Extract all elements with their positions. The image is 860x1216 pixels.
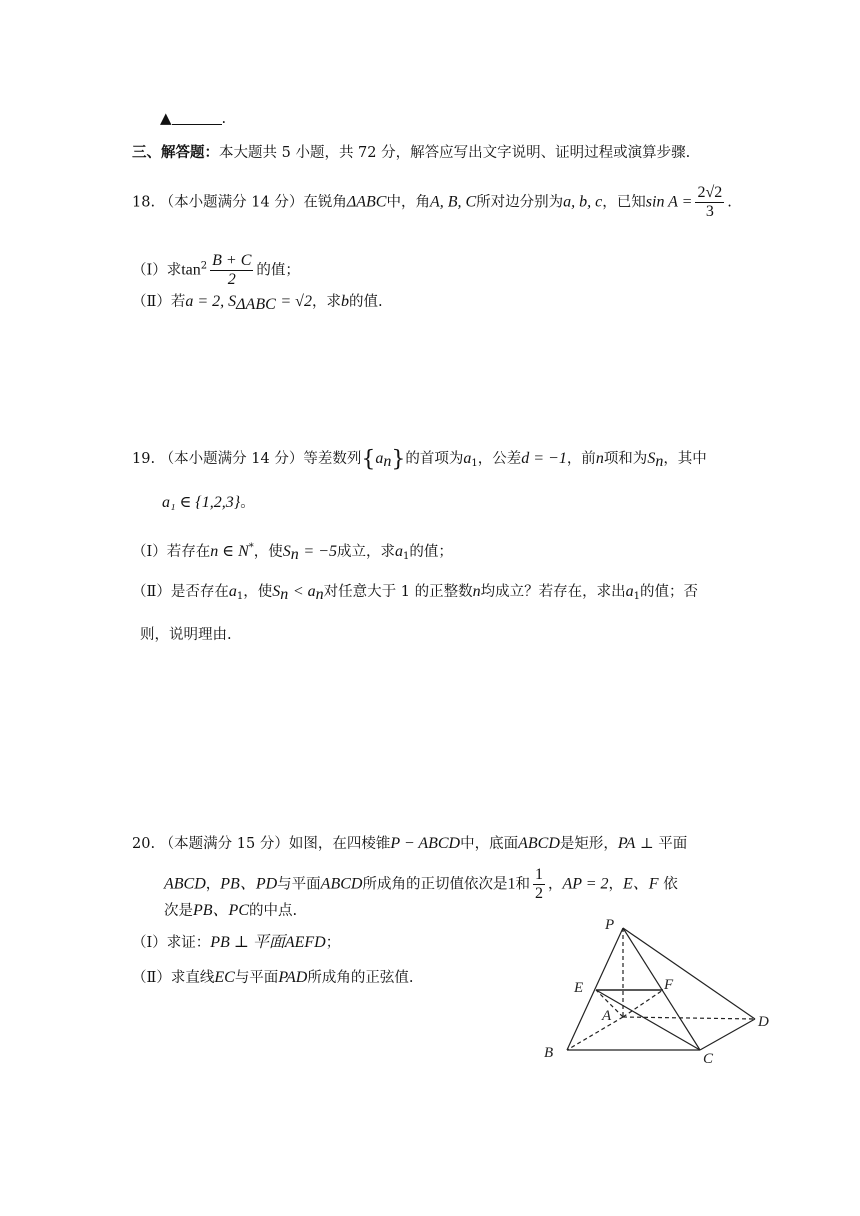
answer-underline [172,110,222,125]
triangle-marker-icon: ▲ [160,109,172,127]
sin-fraction: $\frac{2√2}{3}$ [697,184,723,220]
q18-part1: （Ⅰ）求$\tan^2$ $\frac{B + C}{2}$ 的值； [132,252,300,288]
vertex-label-A: A [602,1008,612,1024]
edge-AB [567,1017,623,1050]
tan-fraction: $\frac{B + C}{2}$ [212,252,252,288]
q18-stem: 18. （本小题满分 14 分）在锐角ΔABC中，角A, B, C所对边分别为a, b, c，已知sin A = $\frac{2√2}{3}$ . [132,184,732,220]
edge-CD [700,1019,755,1050]
q19-part2-line2: 则，说明理由. [140,627,232,643]
q18-part2: （Ⅱ）若a = 2, $S_{\Delta ABC} = √2$，求b的值. [132,293,383,313]
edge-PC [623,928,700,1050]
q19-part2: （Ⅱ）是否存在$a_1$，使$S_n < a_n$对任意大于 1 的正整数n均成立？若存在，求出$a_1$的值；否 [132,583,698,603]
answer-blank: ▲ . [160,109,227,127]
vertex-label-F: F [664,977,674,993]
q19-stem: 19. （本小题满分 14 分）等差数列$\{a_n\}$的首项为$a_1$，公差d = −1，前n项和为$S_n$，其中 [132,447,707,472]
segment-AF [623,990,663,1017]
q19-part1: （Ⅰ）若存在n ∈ N*，使$S_n = -5$成立，求$a_1$的值； [132,542,453,563]
q20-stem-line2: ABCD，PB、PD与平面ABCD所成角的正切值依次是1和 $\frac{1}{2}$ ，AP = 2，E、F 依 [164,866,678,902]
edge-PB [567,928,623,1050]
edge-AD [623,1017,755,1019]
vertex-label-C: C [703,1051,714,1067]
edge-PD [623,928,755,1019]
section-heading: 三、解答题：本大题共 5 小题，共 72 分，解答应写出文字说明、证明过程或演算步骤. [132,144,691,161]
segment-AE [596,990,623,1017]
vertex-label-B: B [544,1045,554,1061]
vertex-label-E: E [574,980,584,996]
vertex-label-P: P [605,917,615,933]
q20-part1: （Ⅰ）求证：PB ⊥ 平面AEFD； [132,934,341,951]
q20-stem-line3: 次是PB、PC的中点. [164,902,298,919]
q20-stem: 20. （本题满分 15 分）如图，在四棱锥P − ABCD中，底面ABCD是矩形，PA ⊥ 平面 [132,835,688,852]
half-fraction: $\frac{1}{2}$ [534,866,543,902]
segment-EC [596,990,700,1050]
q19-stem-line2: a₁ ∈ {1,2,3}。 [162,494,255,511]
vertex-label-D: D [758,1014,769,1030]
q20-part2: （Ⅱ）求直线EC与平面PAD所成角的正弦值. [132,969,414,986]
